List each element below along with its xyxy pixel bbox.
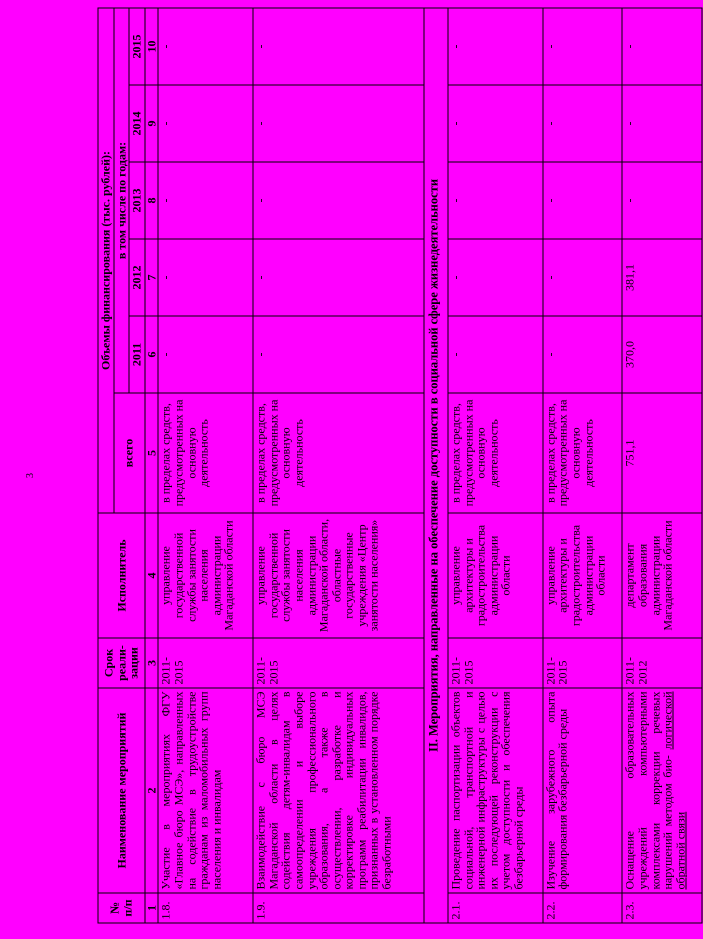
row-year-value: - — [622, 8, 702, 85]
row-year-value: - — [253, 239, 424, 316]
header-term: Срок реали-зации — [98, 638, 145, 688]
row-name-main: Оснащение образовательных учреждений компьютерными комплексами коррекции речевых нарушений методом био- — [622, 691, 675, 890]
row-term: 2011-2015 — [158, 638, 253, 688]
col-number: 2 — [145, 688, 159, 893]
row-year-value: - — [158, 316, 253, 393]
header-no: № п/п — [98, 893, 145, 923]
row-year-value: - — [253, 85, 424, 162]
column-numbers-row — [145, 8, 159, 923]
header-year: 2014 — [129, 85, 145, 162]
table-row — [158, 8, 253, 923]
row-no: 2.3. — [622, 893, 702, 923]
table-row — [253, 8, 424, 923]
row-year-value: 381,1 — [622, 239, 702, 316]
row-year-value: - — [448, 162, 543, 239]
row-name — [622, 688, 702, 893]
col-number: 10 — [145, 8, 159, 85]
row-no: 2.2. — [543, 893, 623, 923]
row-term: 2011-2015 — [448, 638, 543, 688]
table-row — [448, 8, 543, 923]
header-year: 2013 — [129, 162, 145, 239]
row-name-underlined: логической обратной связи — [660, 691, 688, 890]
row-name: Участие в мероприятиях ФГУ «Главное бюро МСЭ», направленных на содействие в трудоустройстве гражданам из маломобильных групп населения и инвалидам — [158, 688, 253, 893]
rotated-table-wrapper — [98, 9, 703, 924]
row-total: в пределах средств, предусмотренных на основную деятельность — [158, 393, 253, 513]
row-year-value: - — [253, 316, 424, 393]
row-year-value: - — [622, 162, 702, 239]
row-year-value: - — [448, 8, 543, 85]
header-year: 2011 — [129, 316, 145, 393]
row-year-value: - — [448, 85, 543, 162]
row-year-value: - — [158, 8, 253, 85]
row-total: в пределах средств, предусмотренных на основную деятельность — [543, 393, 623, 513]
row-year-value: - — [158, 162, 253, 239]
row-total: 751,1 — [622, 393, 702, 513]
col-number: 6 — [145, 316, 159, 393]
row-executor: департамент образования администрации Магаданской области — [622, 513, 702, 638]
col-number: 5 — [145, 393, 159, 513]
row-name: Изучение зарубежного опыта формирования безбарьерной среды — [543, 688, 623, 893]
row-name: Проведение паспортизации объектов социальной, транспортной и инженерной инфраструктуры с целью их последующей реконструкции с учетом доступности и обеспечения безбарьерной среды — [448, 688, 543, 893]
table-row — [622, 8, 702, 923]
table-row — [543, 8, 623, 923]
row-year-value: - — [448, 316, 543, 393]
col-number: 9 — [145, 85, 159, 162]
row-year-value: - — [543, 85, 623, 162]
row-year-value: - — [543, 316, 623, 393]
col-number: 4 — [145, 513, 159, 638]
header-funding: Объемы финансирования (тыс. рублей): — [98, 8, 114, 513]
col-number: 8 — [145, 162, 159, 239]
row-name: Взаимодействие с бюро МСЭ Магаданской области в целях содействия детям-инвалидам в самоопределении и выборе учреждения профессионального образования, а также в осуществлении, разработке и корректировке индивидуальных программ реабилитации инвалидов, признанных в установленном порядке безработными — [253, 688, 424, 893]
col-number: 3 — [145, 638, 159, 688]
row-year-value: - — [158, 85, 253, 162]
header-row-1 — [98, 8, 114, 923]
row-total: в пределах средств, предусмотренных на основную деятельность — [448, 393, 543, 513]
row-term: 2011-2015 — [253, 638, 424, 688]
row-year-value: - — [253, 162, 424, 239]
row-year-value: - — [448, 239, 543, 316]
row-year-value: - — [543, 239, 623, 316]
row-year-value: 370,0 — [622, 316, 702, 393]
row-no: 2.1. — [448, 893, 543, 923]
row-executor: управление архитектуры и градостроительства администрации области — [448, 513, 543, 638]
row-year-value: - — [543, 8, 623, 85]
header-year: 2015 — [129, 8, 145, 85]
page-number: 3 — [25, 473, 36, 478]
row-executor: управление государственной службы занятости населения администрации Магаданской области — [158, 513, 253, 638]
section-2-title: II. Мероприятия, направленные на обеспечение доступности в социальной сфере жизнедеятельности — [424, 8, 448, 923]
header-total: всего — [114, 393, 145, 513]
header-executor: Исполнитель — [98, 513, 145, 638]
header-year: 2012 — [129, 239, 145, 316]
row-executor: управление архитектуры и градостроительства администрации области — [543, 513, 623, 638]
row-year-value: - — [158, 239, 253, 316]
row-term: 2011-2012 — [622, 638, 702, 688]
header-by-years: в том числе по годам: — [114, 8, 130, 393]
header-name: Наименование мероприятий — [98, 688, 145, 893]
row-no: 1.8. — [158, 893, 253, 923]
row-year-value: - — [253, 8, 424, 85]
row-term: 2011-2015 — [543, 638, 623, 688]
row-executor: управление государственной службы занятости населения администрации Магаданской области, областные государственные учреждения «Центр занятости населения» — [253, 513, 424, 638]
row-year-value: - — [543, 162, 623, 239]
col-number: 1 — [145, 893, 159, 923]
funding-table — [98, 7, 703, 923]
row-no: 1.9. — [253, 893, 424, 923]
row-year-value: - — [622, 85, 702, 162]
row-total: в пределах средств, предусмотренных на основную деятельность — [253, 393, 424, 513]
col-number: 7 — [145, 239, 159, 316]
section-row — [424, 8, 448, 923]
